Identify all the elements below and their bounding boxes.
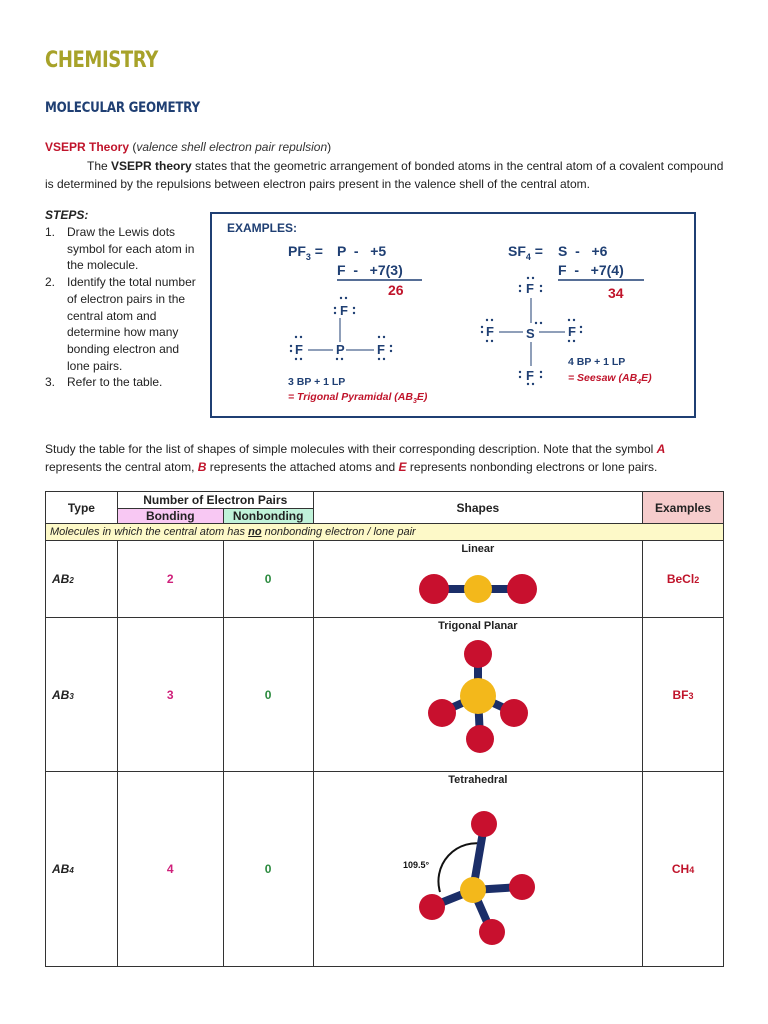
row-example: BeCl2 xyxy=(643,541,724,618)
row-bonding: 2 xyxy=(117,541,223,618)
section-caption xyxy=(46,524,724,541)
sf4-formula: $SF_4$ = xyxy=(508,243,543,262)
header-shapes: Shapes xyxy=(313,492,642,524)
header-nonbonding: Nonbonding xyxy=(223,509,313,524)
sf4-lewis-structure xyxy=(481,277,582,385)
row-shape xyxy=(313,772,642,967)
examples-box xyxy=(210,212,696,418)
header-type: Type xyxy=(46,492,118,524)
page-title: CHEMISTRY xyxy=(45,48,158,73)
sf4-f-left: F xyxy=(486,324,494,339)
para-rest: states that the geometric arrangement of bonded atoms in the central atom of a covalent compound is determined by the repulsions between electron pairs present in the valence shell of the central atom. xyxy=(45,159,724,191)
row-type: AB2 xyxy=(46,541,118,618)
pf3-line2: F - +7(3) xyxy=(337,262,403,278)
sf4-line2: F - +7(4) xyxy=(558,262,624,278)
sf4-shape: = Seesaw $(AB_4E)$ xyxy=(568,372,652,386)
table-section-row xyxy=(46,524,724,541)
row-bonding: 4 xyxy=(117,772,223,967)
shapes-table xyxy=(45,491,724,967)
row-example: CH4 xyxy=(643,772,724,967)
study-paragraph xyxy=(45,440,725,476)
sf4-line1: S - +6 xyxy=(558,243,608,259)
tetrahedral-molecule-model xyxy=(403,792,553,952)
sf4-total: 34 xyxy=(608,285,624,301)
step-item xyxy=(45,224,205,274)
row-nonbonding: 0 xyxy=(223,541,313,618)
step-item xyxy=(45,374,205,391)
row-type: AB3 xyxy=(46,618,118,772)
row-shape xyxy=(313,618,642,772)
header-electron-pairs: Number of Electron Pairs xyxy=(117,492,313,509)
pf3-f-left: F xyxy=(295,342,303,357)
section-pre: Molecules in which the central atom has xyxy=(50,526,249,538)
symbol-b: B xyxy=(197,460,207,474)
pf3-shape: = Trigonal Pyramidal $(AB_3E)$ xyxy=(288,391,428,405)
linear-molecule-model xyxy=(418,569,538,609)
vsepr-heading: VSEPR Theory (valence shell electron pair repulsion) xyxy=(45,140,332,154)
study-text-2: represents the central atom, xyxy=(45,460,198,474)
steps-title: STEPS: xyxy=(45,208,89,222)
row-bonding: 3 xyxy=(117,618,223,772)
para-pre: The xyxy=(87,159,112,173)
row-shape xyxy=(313,541,642,618)
step-text: Refer to the table. xyxy=(67,375,163,390)
para-term: VSEPR theory xyxy=(111,159,192,173)
pf3-summary: 3 BP + 1 LP xyxy=(288,376,346,388)
step-number: 2. xyxy=(45,275,56,290)
row-nonbonding: 0 xyxy=(223,618,313,772)
shape-label: Trigonal Planar xyxy=(438,620,518,632)
study-text-3: represents the attached atoms and xyxy=(206,460,399,474)
sf4-f-bottom: F xyxy=(526,368,534,383)
bond-angle-label: 109.5° xyxy=(402,860,429,870)
shape-label: Linear xyxy=(461,543,495,555)
trigonal-planar-molecule-model xyxy=(423,638,533,754)
section-no: no xyxy=(248,526,262,538)
step-text: Identify the total number of electron pairs in the central atom and determine how many bonding electron and lone pairs. xyxy=(67,275,196,373)
sf4-s-center: S xyxy=(526,326,535,341)
row-type: AB4 xyxy=(46,772,118,967)
pf3-f-top: F xyxy=(340,303,348,318)
header-bonding: Bonding xyxy=(117,509,223,524)
table-header-row xyxy=(46,492,724,509)
section-post: nonbonding electron / lone pair xyxy=(261,526,416,538)
shape-label: Tetrahedral xyxy=(448,774,508,786)
sf4-summary: 4 BP + 1 LP xyxy=(568,356,626,368)
examples-title: EXAMPLES: xyxy=(227,221,298,235)
pf3-p-center: P xyxy=(336,342,345,357)
pf3-lewis-structure xyxy=(290,297,392,360)
steps-list xyxy=(45,224,205,391)
table-row xyxy=(46,541,724,618)
sf4-f-top: F xyxy=(526,281,534,296)
pf3-line1: P - +5 xyxy=(337,243,387,259)
study-text-1: Study the table for the list of shapes of simple molecules with their corresponding description. Note that the symbol xyxy=(45,442,657,456)
table-row xyxy=(46,618,724,772)
row-nonbonding: 0 xyxy=(223,772,313,967)
table-row xyxy=(46,772,724,967)
symbol-e: E xyxy=(398,460,407,474)
pf3-total: 26 xyxy=(388,282,404,298)
study-text-4: represents nonbonding electrons or lone pairs. xyxy=(406,460,658,474)
step-item xyxy=(45,274,205,374)
header-examples: Examples xyxy=(643,492,724,524)
vsepr-term: VSEPR Theory xyxy=(45,140,130,154)
step-number: 3. xyxy=(45,375,56,390)
vsepr-expansion: valence shell electron pair repulsion xyxy=(136,140,328,154)
pf3-formula: $PF_3$ = xyxy=(288,243,323,262)
sf4-f-right: F xyxy=(568,324,576,339)
vsepr-paragraph xyxy=(45,157,725,193)
pf3-f-right: F xyxy=(377,342,385,357)
step-number: 1. xyxy=(45,225,56,239)
step-text: Draw the Lewis dots symbol for each atom in the molecule. xyxy=(67,225,195,273)
examples-diagram xyxy=(212,214,694,416)
symbol-a: A xyxy=(656,442,666,456)
section-title: MOLECULAR GEOMETRY xyxy=(45,100,200,116)
row-example: BF3 xyxy=(643,618,724,772)
